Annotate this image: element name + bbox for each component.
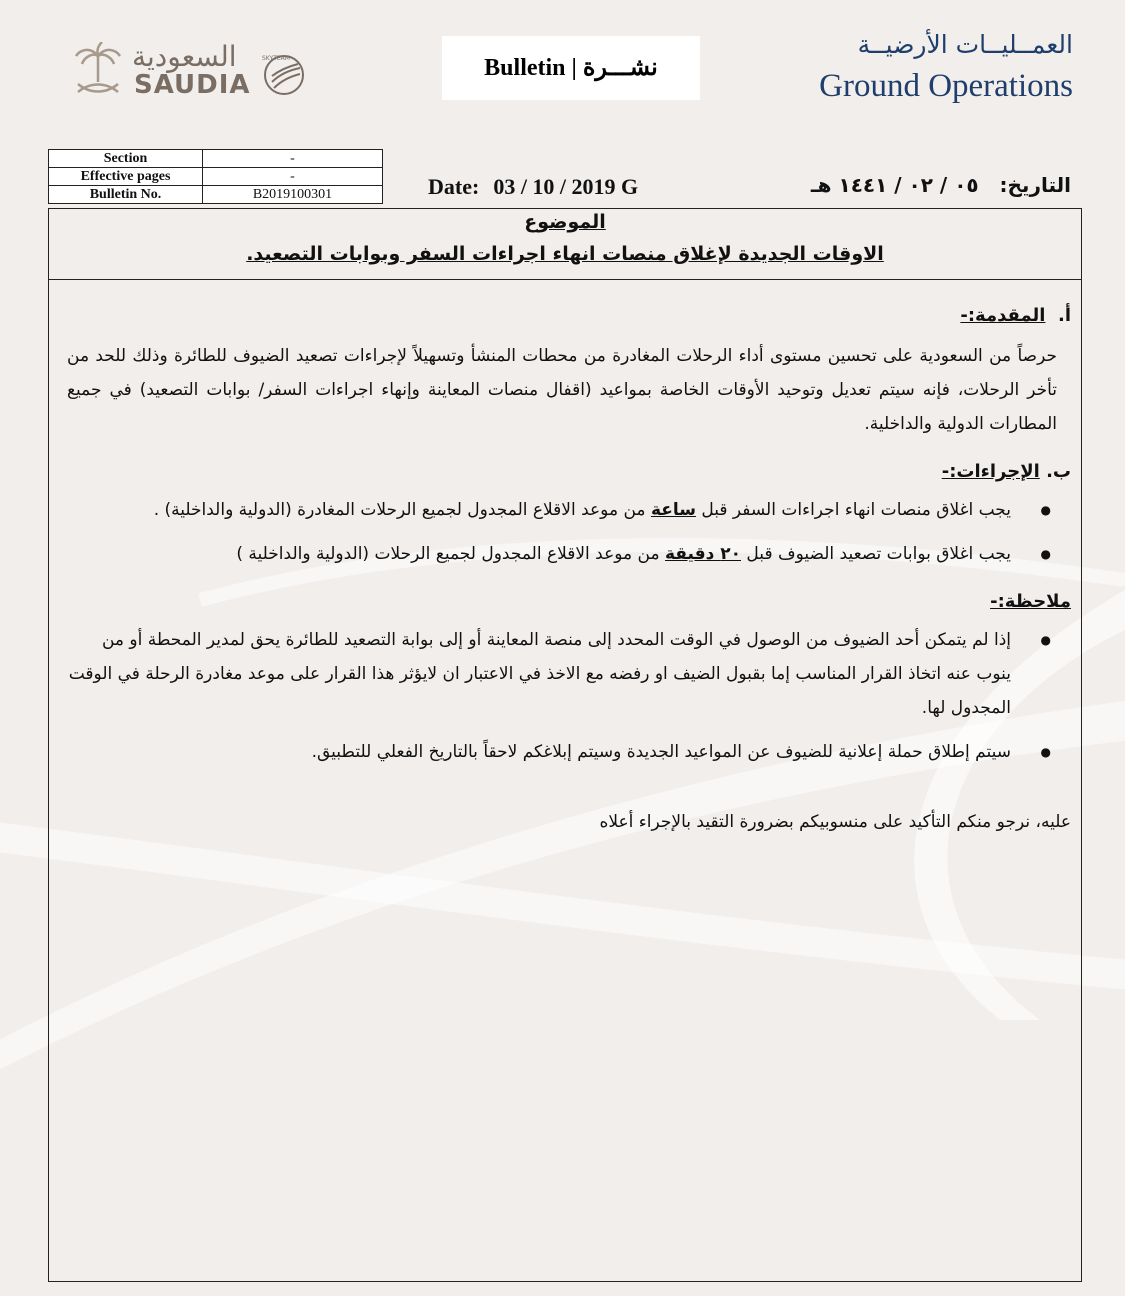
item-emphasis: ساعة	[650, 500, 696, 520]
info-label: Bulletin No.	[49, 186, 203, 204]
info-label: Section	[49, 150, 203, 168]
date-hijri	[811, 173, 1071, 197]
palm-swords-icon	[72, 42, 124, 98]
date-en-label: Date:	[428, 174, 480, 199]
info-value: B2019100301	[203, 186, 383, 204]
list-item	[67, 493, 1011, 527]
date-ar-label: التاريخ:	[999, 173, 1071, 197]
info-label: Effective pages	[49, 168, 203, 186]
table-row	[49, 186, 383, 204]
item-text: من موعد الاقلاع المجدول لجميع الرحلات (الدولية والداخلية )	[236, 544, 665, 564]
subject-title: الاوقات الجديدة لإغلاق منصات انهاء اجراءات السفر وبوابات التصعيد.	[246, 243, 884, 265]
table-row	[49, 168, 383, 186]
bulletin-info-table	[48, 149, 383, 204]
logo-arabic-name: السعودية	[132, 40, 237, 73]
department-english: Ground Operations	[819, 68, 1073, 104]
table-row	[49, 150, 383, 168]
list-item: ● إذا لم يتمكن أحد الضيوف من الوصول في الوقت المحدد إلى منصة المعاينة أو إلى بوابة التصعيد للطائرة يحق لمدير المحطة أو من ينوب عنه اتخاذ القرار المناسب إما بقبول الضيف او رفضه مع الاخذ في الاعتبار ان لايؤثر هذا القرار على موعد مغادرة الرحلة في الوقت المجدول لها.	[67, 623, 1011, 725]
skyteam-label: SKYTEAM	[262, 55, 290, 62]
closing-statement: عليه، نرجو منكم التأكيد على منسوبيكم بضرورة التقيد بالإجراء أعلاه	[599, 812, 1071, 832]
saudia-logo	[72, 38, 312, 100]
info-value: -	[203, 168, 383, 186]
intro-heading-text: المقدمة:-	[960, 305, 1046, 326]
note-list	[67, 623, 1071, 769]
note-heading-text: ملاحظة:-	[990, 591, 1071, 612]
procedures-heading	[67, 455, 1071, 489]
logo-english-name: SAUDIA	[134, 70, 251, 100]
subject-section	[49, 209, 1081, 280]
intro-heading	[67, 299, 1071, 333]
bulletin-content	[67, 299, 1071, 839]
item-text: من موعد الاقلاع المجدول لجميع الرحلات المغادرة (الدولية والداخلية) .	[153, 500, 651, 520]
list-item: ● سيتم إطلاق حملة إعلانية للضيوف عن المواعيد الجديدة وسيتم إبلاغكم لاحقاً بالتاريخ الفعلي للتطبيق.	[67, 735, 1011, 769]
intro-marker: أ.	[1057, 305, 1071, 326]
item-emphasis: ٢٠ دقيقة	[665, 544, 742, 564]
subject-label: الموضوع	[524, 211, 606, 233]
info-value: -	[203, 150, 383, 168]
skyteam-icon	[260, 52, 308, 98]
note-heading	[67, 585, 1071, 619]
item-text: يجب اغلاق بوابات تصعيد الضيوف قبل	[741, 544, 1011, 564]
bulletin-title: Bulletin | نشـــرة	[442, 36, 700, 100]
intro-paragraph: حرصاً من السعودية على تحسين مستوى أداء الرحلات المغادرة من محطات المنشأ وتسهيلاً لإجراءات تصعيد الضيوف للطائرة وذلك للحد من تأخر الرحلات، فإنه سيتم تعديل وتوحيد الأوقات الخاصة بمواعيد (اقفال منصات المعاينة وإنهاء اجراءات السفر/ بوابات التصعيد) في جميع المطارات الدولية والداخلية.	[67, 346, 1057, 434]
item-text: يجب اغلاق منصات انهاء اجراءات السفر قبل	[695, 500, 1011, 520]
bulletin-body	[48, 208, 1082, 1282]
date-ar-value: ٠٥ / ٠٢ / ١٤٤١ هـ	[810, 173, 979, 197]
procedures-heading-text: الإجراءات:-	[941, 461, 1040, 482]
procedures-list	[67, 493, 1071, 571]
date-en-value: 03 / 10 / 2019 G	[493, 174, 639, 199]
procedures-marker: ب.	[1046, 461, 1071, 482]
list-item	[67, 537, 1011, 571]
department-arabic: العمــليــات الأرضيــة	[857, 30, 1073, 59]
date-gregorian	[428, 174, 638, 200]
